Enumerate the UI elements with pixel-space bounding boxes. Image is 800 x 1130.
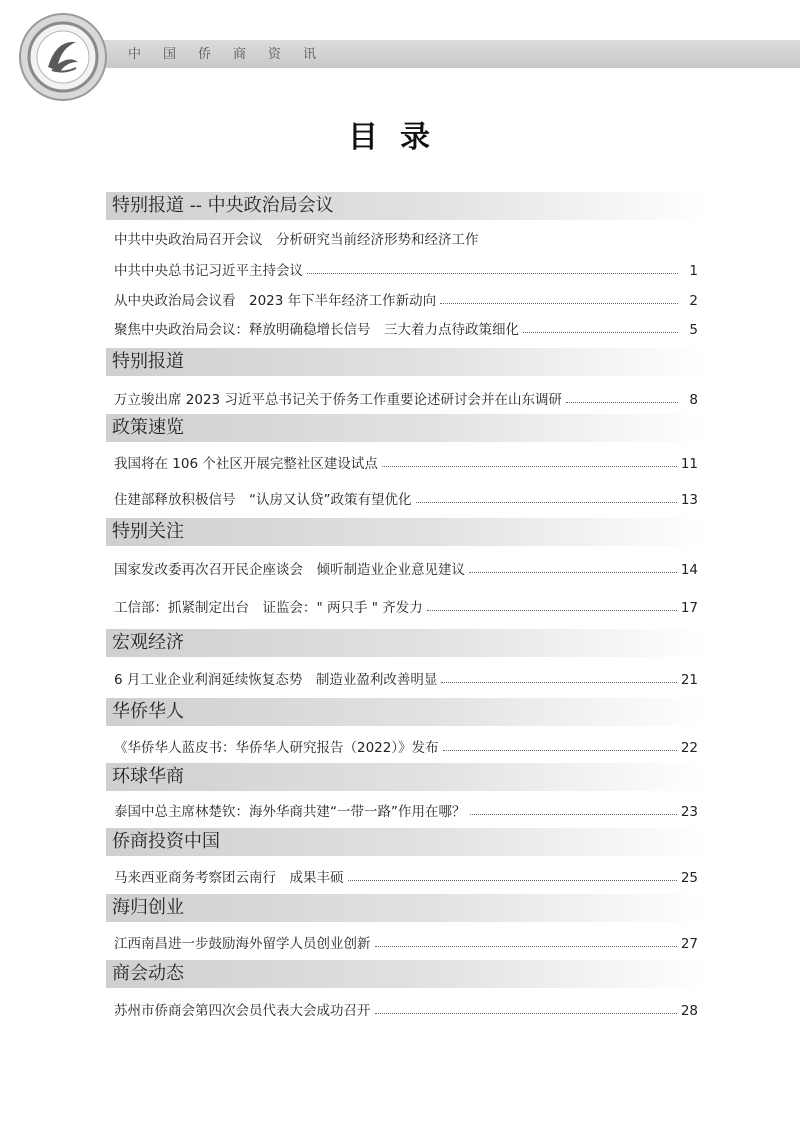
dot-leader	[443, 750, 677, 751]
toc-entry[interactable]	[114, 930, 698, 952]
toc-entry-title: 住建部释放积极信号 “认房又认贷”政策有望优化	[114, 492, 412, 508]
toc-entry-title: 中共中央总书记习近平主持会议	[114, 263, 303, 279]
dot-leader	[441, 682, 676, 683]
toc-entry-page: 2	[689, 293, 698, 309]
section-header-special-report-politburo: 特别报道 -- 中央政治局会议	[106, 192, 706, 220]
toc-entry-page: 13	[680, 492, 698, 508]
dot-leader	[307, 273, 678, 274]
section-header-global-merchants: 环球华商	[106, 763, 706, 791]
toc-entry-page: 22	[680, 740, 698, 756]
toc-entry-page: 28	[680, 1003, 698, 1019]
dot-leader	[382, 466, 677, 467]
toc-entry-title: 从中央政治局会议看 2023 年下半年经济工作新动向	[114, 293, 437, 309]
toc-entry-title: 苏州市侨商会第四次会员代表大会成功召开	[114, 1003, 371, 1019]
toc-entry-page: 5	[689, 322, 698, 338]
toc-entry-page: 8	[689, 392, 698, 408]
toc-entry[interactable]	[114, 666, 698, 688]
toc-entry-page: 11	[680, 456, 698, 472]
toc-entry[interactable]	[114, 257, 698, 279]
toc-entry-page: 25	[680, 870, 698, 886]
toc-entry-title: 6 月工业企业利润延续恢复态势 制造业盈利改善明显	[114, 672, 438, 688]
toc-entry[interactable]	[114, 798, 698, 820]
section-header-invest-china: 侨商投资中国	[106, 828, 706, 856]
dot-leader	[566, 402, 678, 403]
dot-leader	[375, 1013, 677, 1014]
toc-entry[interactable]	[114, 734, 698, 756]
section-header-special-report: 特别报道	[106, 348, 706, 376]
toc-entry[interactable]	[114, 997, 698, 1019]
toc-entry[interactable]	[114, 450, 698, 472]
toc-entry-title: 工信部：抓紧制定出台 证监会：" 两只手 " 齐发力	[114, 600, 423, 616]
section-header-macro-economy: 宏观经济	[106, 629, 706, 657]
section-header-chamber-news: 商会动态	[106, 960, 706, 988]
section-header-special-focus: 特别关注	[106, 518, 706, 546]
toc-entry-title: 国家发改委再次召开民企座谈会 倾听制造业企业意见建议	[114, 562, 465, 578]
toc-entry-page: 27	[680, 936, 698, 952]
dot-leader	[348, 880, 677, 881]
section-header-returnee-startup: 海归创业	[106, 894, 706, 922]
toc-entry-title: 马来西亚商务考察团云南行 成果丰硕	[114, 870, 344, 886]
dot-leader	[440, 303, 678, 304]
dot-leader	[469, 572, 677, 573]
toc-entry-title: 江西南昌进一步鼓励海外留学人员创业创新	[114, 936, 371, 952]
dot-leader	[470, 814, 677, 815]
toc-entry-title: 万立骏出席 2023 习近平总书记关于侨务工作重要论述研讨会并在山东调研	[114, 392, 562, 408]
header-title: 中国侨商资讯	[128, 47, 339, 62]
toc-entry[interactable]	[114, 316, 698, 338]
toc-entry[interactable]	[114, 386, 698, 408]
logo	[18, 12, 108, 102]
toc-entry[interactable]	[114, 287, 698, 309]
section-header-policy-overview: 政策速览	[106, 414, 706, 442]
toc-entry-page: 17	[680, 600, 698, 616]
dot-leader	[427, 610, 677, 611]
toc-entry-title: 《华侨华人蓝皮书：华侨华人研究报告（2022）》发布	[114, 740, 439, 756]
dot-leader	[375, 946, 677, 947]
toc-entry-page: 23	[680, 804, 698, 820]
section-header-overseas-chinese: 华侨华人	[106, 698, 706, 726]
page-title: 目录	[348, 120, 452, 155]
toc-entry[interactable]	[114, 594, 698, 616]
toc-entry-title: 聚焦中央政治局会议：释放明确稳增长信号 三大着力点待政策细化	[114, 322, 519, 338]
toc-entry[interactable]	[114, 486, 698, 508]
toc-entry[interactable]	[114, 864, 698, 886]
toc-entry[interactable]	[114, 226, 698, 248]
dot-leader	[523, 332, 678, 333]
toc-entry-page: 21	[680, 672, 698, 688]
toc-entry-page: 1	[689, 263, 698, 279]
toc-entry[interactable]	[114, 556, 698, 578]
toc-entry-title: 我国将在 106 个社区开展完整社区建设试点	[114, 456, 378, 472]
toc-entry-title: 中共中央政治局召开会议 分析研究当前经济形势和经济工作	[114, 232, 479, 248]
dot-leader	[416, 502, 677, 503]
toc-entry-page: 14	[680, 562, 698, 578]
toc-entry-title: 泰国中总主席林楚钦：海外华商共建“一带一路”作用在哪？	[114, 804, 466, 820]
